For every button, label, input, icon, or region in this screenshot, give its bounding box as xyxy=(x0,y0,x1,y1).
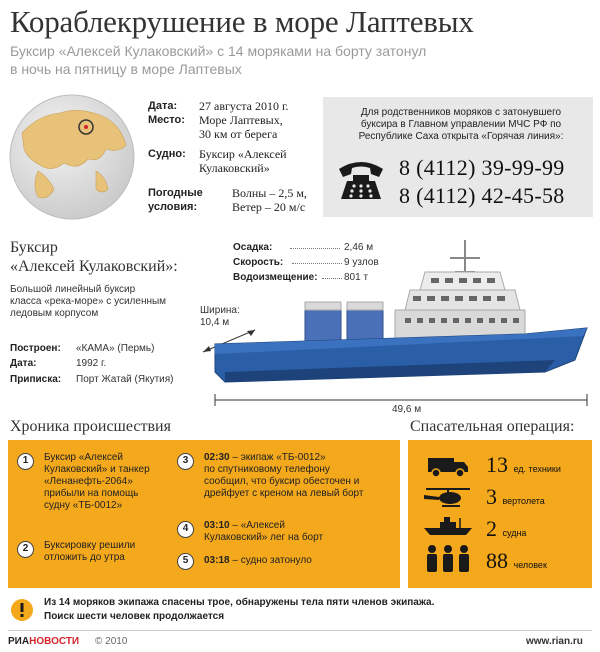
built-label: Построен: xyxy=(10,343,61,354)
site-link[interactable]: www.rian.ru xyxy=(526,636,583,647)
subtitle-line: Буксир «Алексей Кулаковский» с 14 моряками на борту затонул xyxy=(10,43,427,59)
tug-date-value: 1992 г. xyxy=(76,358,107,369)
hotline-phone[interactable]: 8 (4112) 42-45-58 xyxy=(399,183,565,208)
rescue-title: Спасательная операция: xyxy=(410,418,575,435)
event-3: 02:30 – экипаж «ТБ-0012» по спутниковому телефону сообщил, что буксир обесточен и дрейфует с креном на левый борт xyxy=(204,452,364,499)
rescue-count: 2 судна xyxy=(486,516,527,541)
length-label: 49,6 м xyxy=(392,404,422,415)
weather-value: Волны – 2,5 м, Ветер – 20 м/с xyxy=(232,186,307,214)
event-number: 5 xyxy=(177,553,194,570)
tug-ship-illustration xyxy=(195,232,595,412)
displacement-value: 801 т xyxy=(344,272,369,283)
copyright: © 2010 xyxy=(95,636,128,647)
event-number: 1 xyxy=(17,453,34,470)
vessel-value: Буксир «Алексей Кулаковский» xyxy=(199,147,287,175)
port-value: Порт Жатай (Якутия) xyxy=(76,374,174,385)
ship-icon xyxy=(422,516,474,536)
displacement-label: Водоизмещение: xyxy=(233,272,318,283)
helicopter-icon xyxy=(422,486,474,508)
rescue-count: 13 ед. техники xyxy=(486,452,561,477)
warning-icon xyxy=(10,598,34,622)
draft-label: Осадка: xyxy=(233,242,273,253)
port-label: Приписка: xyxy=(10,374,62,385)
event-number: 4 xyxy=(177,521,194,538)
casualty-note: Из 14 моряков экипажа спасены трое, обнаружены тела пяти членов экипажа. Поиск шести человек продолжается xyxy=(44,597,435,622)
rescue-count: 3 вертолета xyxy=(486,484,545,509)
page-subtitle xyxy=(10,42,510,78)
globe-map xyxy=(8,93,136,221)
event-number: 3 xyxy=(177,453,194,470)
subtitle-line: в ночь на пятницу в море Лаптевых xyxy=(10,61,242,77)
speed-label: Скорость: xyxy=(233,257,284,268)
tug-date-label: Дата: xyxy=(10,358,37,369)
page-title: Кораблекрушение в море Лаптевых xyxy=(10,4,474,39)
built-value: «КАМА» (Пермь) xyxy=(76,343,155,354)
draft-value: 2,46 м xyxy=(344,242,374,253)
hotline-box xyxy=(323,97,593,217)
footer-divider xyxy=(8,630,592,631)
tug-title: Буксир «Алексей Кулаковский»: xyxy=(10,239,178,275)
place-value: Море Лаптевых, 30 км от берега xyxy=(199,113,283,141)
truck-icon xyxy=(426,454,470,478)
speed-value: 9 узлов xyxy=(344,257,379,268)
tug-description: Большой линейный буксир класса «река-море» с усиленным ледовым корпусом xyxy=(10,284,167,319)
ria-logo: РИАНОВОСТИ xyxy=(8,636,80,647)
date-label: Дата: xyxy=(148,100,178,112)
rescue-panel xyxy=(408,440,592,588)
people-icon xyxy=(424,544,472,574)
vessel-label: Судно: xyxy=(148,148,186,160)
event-4: 03:10 – «Алексей Кулаковский» лег на борт xyxy=(204,520,324,543)
place-label: Место: xyxy=(148,114,185,126)
rescue-count: 88 человек xyxy=(486,548,547,573)
date-value: 27 августа 2010 г. xyxy=(199,99,289,113)
weather-label: Погодные условия: xyxy=(148,187,203,213)
width-label: Ширина: 10,4 м xyxy=(200,305,240,328)
event-1: Буксир «Алексей Кулаковский» и танкер «Ленанефть-2064» прибыли на помощь судну «ТБ-0012» xyxy=(44,452,150,511)
chronicle-panel xyxy=(8,440,400,588)
event-number: 2 xyxy=(17,541,34,558)
hotline-phone[interactable]: 8 (4112) 39-99-99 xyxy=(399,155,565,180)
chronicle-title: Хроника происшествия xyxy=(10,418,171,435)
hotline-text: Для родственников моряков с затонувшего буксира в Главном управлении МЧС РФ по Республике Саха открыта «Горячая линия»: xyxy=(358,107,564,142)
event-2: Буксировку решили отложить до утра xyxy=(44,540,136,563)
event-5: 03:18 – судно затонуло xyxy=(204,555,312,566)
telephone-icon xyxy=(337,157,385,201)
